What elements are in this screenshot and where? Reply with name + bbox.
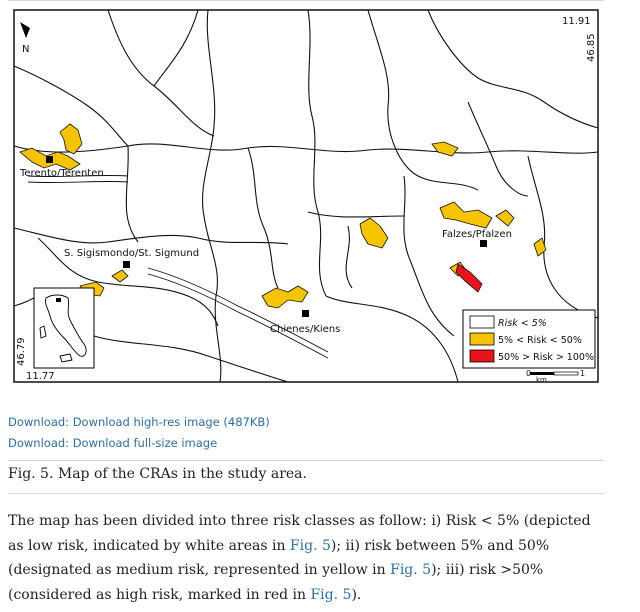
falzes-marker — [480, 240, 487, 247]
coord-bottom-left-lat: 46.79 — [16, 337, 27, 366]
fig5-link-2[interactable]: Fig. 5 — [390, 562, 432, 578]
download-fullsize-link[interactable]: Download: Download full-size image — [8, 436, 218, 450]
coord-top-right-lat: 46.85 — [586, 33, 597, 62]
top-divider — [8, 0, 604, 1]
north-label: N — [22, 44, 30, 55]
caption-divider-bottom — [8, 493, 604, 494]
figure-map — [8, 6, 604, 388]
legend-swatch-high — [470, 350, 494, 362]
download-links — [8, 412, 270, 454]
scale-bar-end: 1 — [580, 369, 586, 378]
scale-bar-unit: km — [536, 376, 547, 384]
paragraph-text-1: The map has been divided into three risk classes as follow: i) Risk < 5% (depicted as low risk, indicated by white areas in — [8, 513, 591, 554]
label-sigismondo: S. Sigismondo/St. Sigmund — [64, 248, 200, 259]
study-area-marker — [56, 298, 61, 302]
sigismondo-marker — [123, 261, 130, 268]
legend-swatch-low — [470, 316, 494, 328]
label-falzes: Falzes/Pfalzen — [442, 229, 512, 240]
label-chienes: Chienes/Kiens — [270, 324, 341, 335]
legend-label-high: 50% > Risk > 100% — [498, 352, 594, 363]
body-paragraph — [8, 509, 604, 607]
map-svg — [8, 6, 604, 388]
caption-divider — [8, 460, 604, 461]
paragraph-text-3: ); iii) risk >50% (considered as high risk, marked in red in — [8, 562, 544, 603]
paragraph-text-4: ). — [351, 586, 362, 603]
map-legend — [463, 310, 595, 368]
fig5-link-1[interactable]: Fig. 5 — [289, 537, 331, 554]
coord-bottom-left-lon: 11.77 — [26, 371, 55, 382]
scale-bar-start: 0 — [526, 369, 532, 378]
figure-caption: Fig. 5. Map of the CRAs in the study area. — [8, 466, 307, 482]
legend-swatch-medium — [470, 333, 494, 345]
coord-top-right-lon: 11.91 — [562, 16, 591, 27]
legend-label-low: Risk < 5% — [498, 318, 547, 329]
chienes-marker — [302, 310, 309, 317]
paragraph-text-2: ); ii) risk between 5% and 50% (designated as medium risk, represented in yellow in — [8, 537, 550, 578]
download-highres-link[interactable]: Download: Download high-res image (487KB) — [8, 415, 270, 429]
label-terento: Terento/Terenten — [20, 168, 104, 179]
italy-inset-map — [34, 288, 94, 368]
legend-label-medium: 5% < Risk < 50% — [498, 335, 582, 346]
fig5-link-3[interactable]: Fig. 5 — [310, 586, 352, 603]
sicily-outline — [60, 354, 72, 362]
terento-marker — [46, 156, 53, 163]
